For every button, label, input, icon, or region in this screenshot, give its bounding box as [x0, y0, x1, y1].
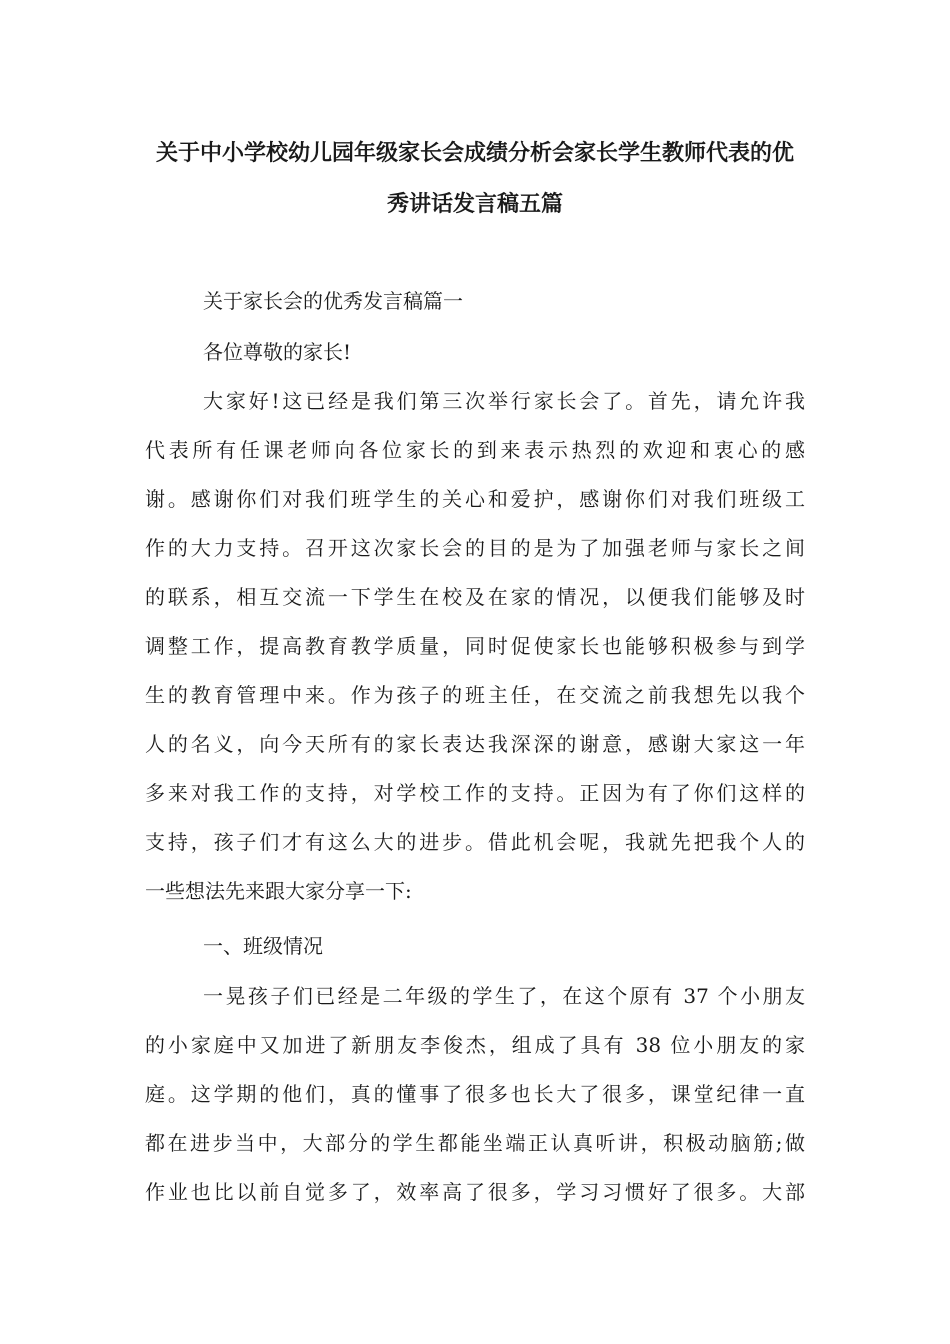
salutation: 各位尊敬的家长!	[203, 340, 352, 364]
paragraph2-line: 一晃孩子们已经是二年级的学生了，在这个原有 37 个小朋友	[203, 984, 805, 1008]
paragraph2-line: 庭。这学期的他们，真的懂事了很多也长大了很多，课堂纪律一直	[145, 1082, 805, 1106]
paragraph1-line: 生的教育管理中来。作为孩子的班主任，在交流之前我想先以我个	[145, 683, 805, 707]
paragraph1-line: 谢。感谢你们对我们班学生的关心和爱护，感谢你们对我们班级工	[145, 487, 805, 511]
paragraph1-line: 代表所有任课老师向各位家长的到来表示热烈的欢迎和衷心的感	[145, 438, 805, 462]
subheading-class-situation: 一、班级情况	[203, 934, 323, 958]
paragraph1-line: 调整工作，提高教育教学质量，同时促使家长也能够积极参与到学	[145, 634, 805, 658]
paragraph1-line: 大家好!这已经是我们第三次举行家长会了。首先，请允许我	[203, 389, 805, 413]
document-title-line-2: 秀讲话发言稿五篇	[386, 192, 563, 217]
paragraph2-line: 作业也比以前自觉多了，效率高了很多，学习习惯好了很多。大部	[145, 1180, 805, 1204]
paragraph2-line: 都在进步当中，大部分的学生都能坐端正认真听讲，积极动脑筋;做	[145, 1131, 805, 1155]
paragraph1-line: 支持，孩子们才有这么大的进步。借此机会呢，我就先把我个人的	[145, 830, 805, 854]
paragraph1-line: 作的大力支持。召开这次家长会的目的是为了加强老师与家长之间	[145, 536, 805, 560]
paragraph2-line: 的小家庭中又加进了新朋友李俊杰，组成了具有 38 位小朋友的家	[145, 1033, 805, 1057]
document-title-line-1: 关于中小学校幼儿园年级家长会成绩分析会家长学生教师代表的优	[155, 141, 794, 166]
paragraph1-line: 一些想法先来跟大家分享一下:	[145, 879, 412, 903]
section-heading: 关于家长会的优秀发言稿篇一	[203, 289, 463, 313]
paragraph1-line: 的联系，相互交流一下学生在校及在家的情况，以便我们能够及时	[145, 585, 805, 609]
paragraph1-line: 人的名义，向今天所有的家长表达我深深的谢意，感谢大家这一年	[145, 732, 805, 756]
paragraph1-line: 多来对我工作的支持，对学校工作的支持。正因为有了你们这样的	[145, 781, 805, 805]
